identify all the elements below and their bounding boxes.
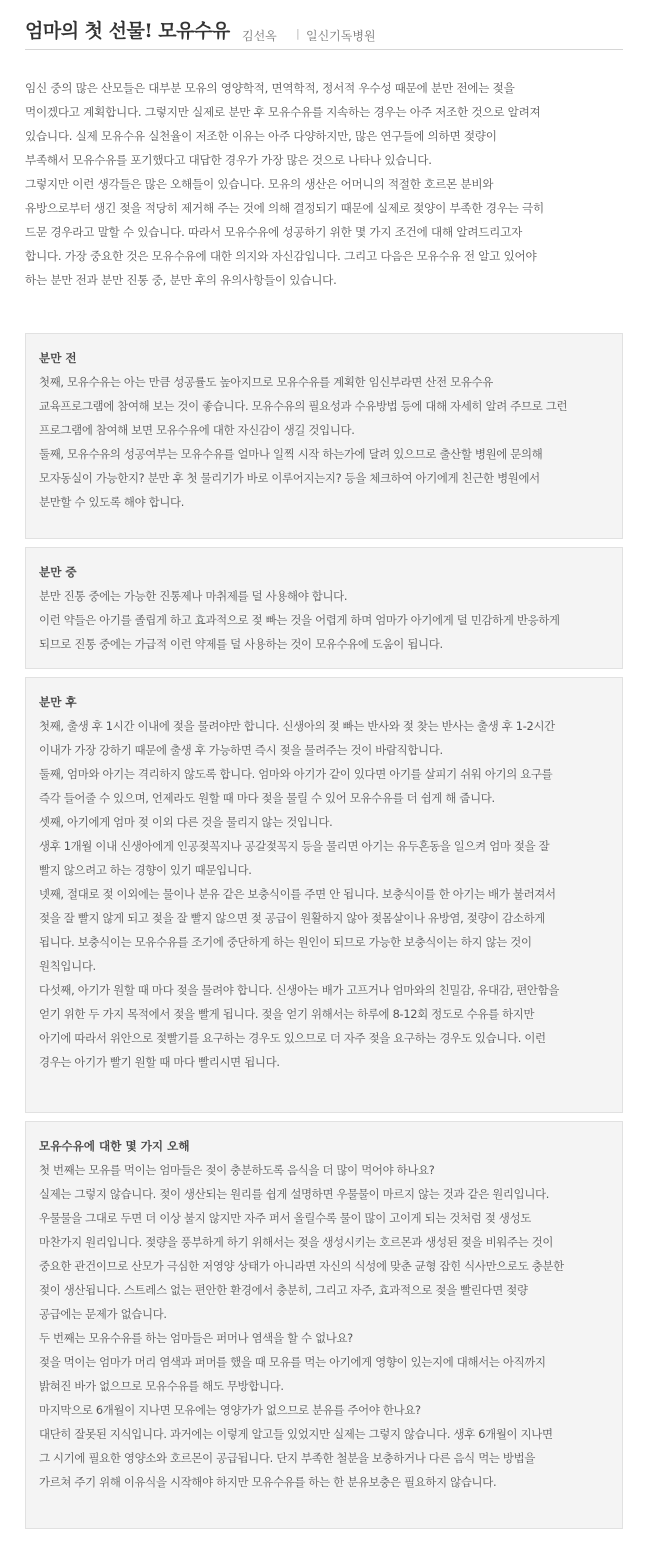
intro-line: 유방으로부터 생긴 젖을 적당히 제거해 주는 것에 의해 결정되기 때문에 실제로 젖양이 부족한 경우는 극히: [25, 201, 544, 215]
section-line: 원칙입니다.: [39, 959, 96, 973]
intro-line: 그렇지만 이런 생각들은 많은 오해들이 있습니다. 모유의 생산은 어머니의 적절한 호르몬 분비와: [25, 177, 494, 191]
section-line: 셋째, 아기에게 엄마 젖 이외 다른 것을 물리지 않는 것입니다.: [39, 815, 333, 829]
section-line: 되므로 진통 중에는 가급적 이런 약제를 덜 사용하는 것이 모유수유에 도움이 됩니다.: [39, 637, 443, 651]
article-header: [25, 14, 623, 50]
section-heading: 분만 중: [39, 565, 77, 579]
section-line: 얻기 위한 두 가지 목적에서 젖을 빨게 됩니다. 젖을 얻기 위해서는 하루에 8-12회 정도로 수유를 하지만: [39, 1007, 535, 1021]
section-line: 분만 진통 중에는 가능한 진통제나 마취제를 덜 사용해야 합니다.: [39, 589, 348, 603]
section-heading: 모유수유에 대한 몇 가지 오해: [39, 1139, 190, 1153]
intro-paragraph: [25, 76, 625, 292]
section-line: 실제는 그렇지 않습니다. 젖이 생산되는 원리를 쉽게 설명하면 우물물이 마르지 않는 것과 같은 원리입니다.: [39, 1187, 550, 1201]
section-line: 둘째, 모유수유의 성공여부는 모유수유를 얼마나 일찍 시작 하는가에 달려 있으므로 출산할 병원에 문의해: [39, 447, 543, 461]
section-line: 마지막으로 6개월이 지나면 모유에는 영양가가 없으므로 분유를 주어야 한나요?: [39, 1403, 421, 1417]
section-line: 공급에는 문제가 없습니다.: [39, 1307, 167, 1321]
section-line: 젖을 먹이는 엄마가 머리 염색과 퍼머를 했을 때 모유를 먹는 아기에게 영향이 있는지에 대해서는 아직까지: [39, 1355, 546, 1369]
section-line: 교육프로그램에 참여해 보는 것이 좋습니다. 모유수유의 필요성과 수유방법 등에 대해 자세히 알려 주므로 그런: [39, 399, 568, 413]
section-line: 두 번째는 모유수유를 하는 엄마들은 퍼머나 염색을 할 수 없나요?: [39, 1331, 353, 1345]
section-line: 우물물을 그대로 두면 더 이상 불지 않지만 자주 퍼서 올릴수록 물이 많이 고이게 되는 것처럼 젖 생성도: [39, 1211, 531, 1225]
section-line: 아기에 따라서 위안으로 젖빨기를 요구하는 경우도 있으므로 더 자주 젖을 요구하는 경우도 있습니다. 이런: [39, 1031, 546, 1045]
section-line: 프로그램에 참여해 보면 모유수유에 대한 자신감이 생길 것입니다.: [39, 423, 355, 437]
section-line: 넷째, 절대로 젖 이외에는 물이나 분유 같은 보충식이를 주면 안 됩니다. 보충식이를 한 아기는 배가 불러져서: [39, 887, 556, 901]
section-during-labor: [25, 547, 623, 669]
section-line: 분만할 수 있도록 해야 합니다.: [39, 495, 185, 509]
intro-line: 있습니다. 실제 모유수유 실천율이 저조한 이유는 아주 다양하지만, 많은 연구들에 의하면 젖량이: [25, 129, 497, 143]
intro-line: 합니다. 가장 중요한 것은 모유수유에 대한 의지와 자신감입니다. 그리고 다음은 모유수유 전 알고 있어야: [25, 249, 537, 263]
section-line: 경우는 아기가 빨기 원할 때 마다 빨리시면 됩니다.: [39, 1055, 280, 1069]
section-line: 둘째, 엄마와 아기는 격리하지 않도록 합니다. 엄마와 아기가 같이 있다면 아기를 살피기 쉬워 아기의 요구를: [39, 767, 553, 781]
intro-line: 임신 중의 많은 산모들은 대부분 모유의 영양학적, 면역학적, 정서적 우수성 때문에 분만 전에는 젖을: [25, 81, 515, 95]
section-line: 그 시기에 필요한 영양소와 호르몬이 공급됩니다. 단지 부족한 철분을 보충하거나 다른 음식 먹는 방법을: [39, 1451, 536, 1465]
page-title: 엄마의 첫 선물! 모유수유: [25, 20, 230, 42]
section-line: 젖을 잘 빨지 않게 되고 젖을 잘 빨지 않으면 젖 공급이 원활하지 않아 젖몸살이나 유방염, 젖량이 감소하게: [39, 911, 545, 925]
author-name: 김선옥: [242, 29, 277, 43]
section-line: 즉각 들어줄 수 있으며, 언제라도 원할 때 마다 젖을 물릴 수 있어 모유수유를 더 쉽게 해 줍니다.: [39, 791, 495, 805]
section-before-delivery: [25, 333, 623, 539]
section-line: 마찬가지 원리입니다. 젖량을 풍부하게 하기 위해서는 젖을 생성시키는 호르몬과 생성된 젖을 비워주는 것이: [39, 1235, 554, 1249]
section-line: 첫째, 출생 후 1시간 이내에 젖을 물려야만 합니다. 신생아의 젖 빠는 반사와 젖 찾는 반사는 출생 후 1-2시간: [39, 719, 555, 733]
section-line: 대단히 잘못된 지식입니다. 과거에는 이렇게 알고들 있었지만 실제는 그렇지 않습니다. 생후 6개월이 지나면: [39, 1427, 553, 1441]
section-line: 중요한 관건이므로 산모가 극심한 저영양 상태가 아니라면 자신의 식성에 맞춘 균형 잡힌 식사만으로도 충분한: [39, 1259, 564, 1273]
section-line: 모자동실이 가능한지? 분만 후 첫 물리기가 바로 이루어지는지? 등을 체크하여 아기에게 친근한 병원에서: [39, 471, 540, 485]
section-heading: 분만 전: [39, 351, 77, 365]
section-line: 빨지 않으려고 하는 경향이 있기 때문입니다.: [39, 863, 252, 877]
section-after-delivery: [25, 677, 623, 1113]
section-line: 첫 번째는 모유를 먹이는 엄마들은 젖이 충분하도록 음식을 더 많이 먹어야 하나요?: [39, 1163, 435, 1177]
intro-line: 먹이겠다고 계획합니다. 그렇지만 실제로 분만 후 모유수유를 지속하는 경우는 아주 저조한 것으로 알려져: [25, 105, 541, 119]
intro-line: 드문 경우라고 말할 수 있습니다. 따라서 모유수유에 성공하기 위한 몇 가지 조건에 대해 알려드리고자: [25, 225, 523, 239]
intro-line: 하는 분만 전과 분만 진통 중, 분만 후의 유의사항들이 있습니다.: [25, 273, 337, 287]
section-line: 생후 1개월 이내 신생아에게 인공젖꼭지나 공갈젖꼭지 등을 물리면 아기는 유두혼동을 일으켜 엄마 젖을 잘: [39, 839, 550, 853]
section-line: 가르쳐 주기 위해 이유식을 시작해야 하지만 모유수유를 하는 한 분유보충은 필요하지 않습니다.: [39, 1475, 497, 1489]
section-line: 밝혀진 바가 없으므로 모유수유를 해도 무방합니다.: [39, 1379, 284, 1393]
section-line: 됩니다. 보충식이는 모유수유를 조기에 중단하게 하는 원인이 되므로 가능한 보충식이는 하지 않는 것이: [39, 935, 532, 949]
section-misconceptions: [25, 1121, 623, 1529]
section-heading: 분만 후: [39, 695, 77, 709]
section-line: 이내가 가장 강하기 때문에 출생 후 가능하면 즉시 젖을 물려주는 것이 바람직합니다.: [39, 743, 443, 757]
section-line: 젖이 생산됩니다. 스트레스 없는 편안한 환경에서 충분히, 그리고 자주, 효과적으로 젖을 빨린다면 젖량: [39, 1283, 528, 1297]
section-line: 첫째, 모유수유는 아는 만큼 성공률도 높아지므로 모유수유를 계획한 임신부라면 산전 모유수유: [39, 375, 493, 389]
intro-line: 부족해서 모유수유를 포기했다고 대답한 경우가 가장 많은 것으로 나타나 있습니다.: [25, 153, 432, 167]
section-line: 다섯째, 아기가 원할 때 마다 젖을 물려야 합니다. 신생아는 배가 고프거나 엄마와의 친밀감, 유대감, 편안함을: [39, 983, 560, 997]
organization-name: 일신기독병원: [306, 29, 376, 43]
header-separator: |: [296, 27, 300, 40]
section-line: 이런 약들은 아기를 졸립게 하고 효과적으로 젖 빠는 것을 어렵게 하며 엄마가 아기에게 덜 민감하게 반응하게: [39, 613, 560, 627]
